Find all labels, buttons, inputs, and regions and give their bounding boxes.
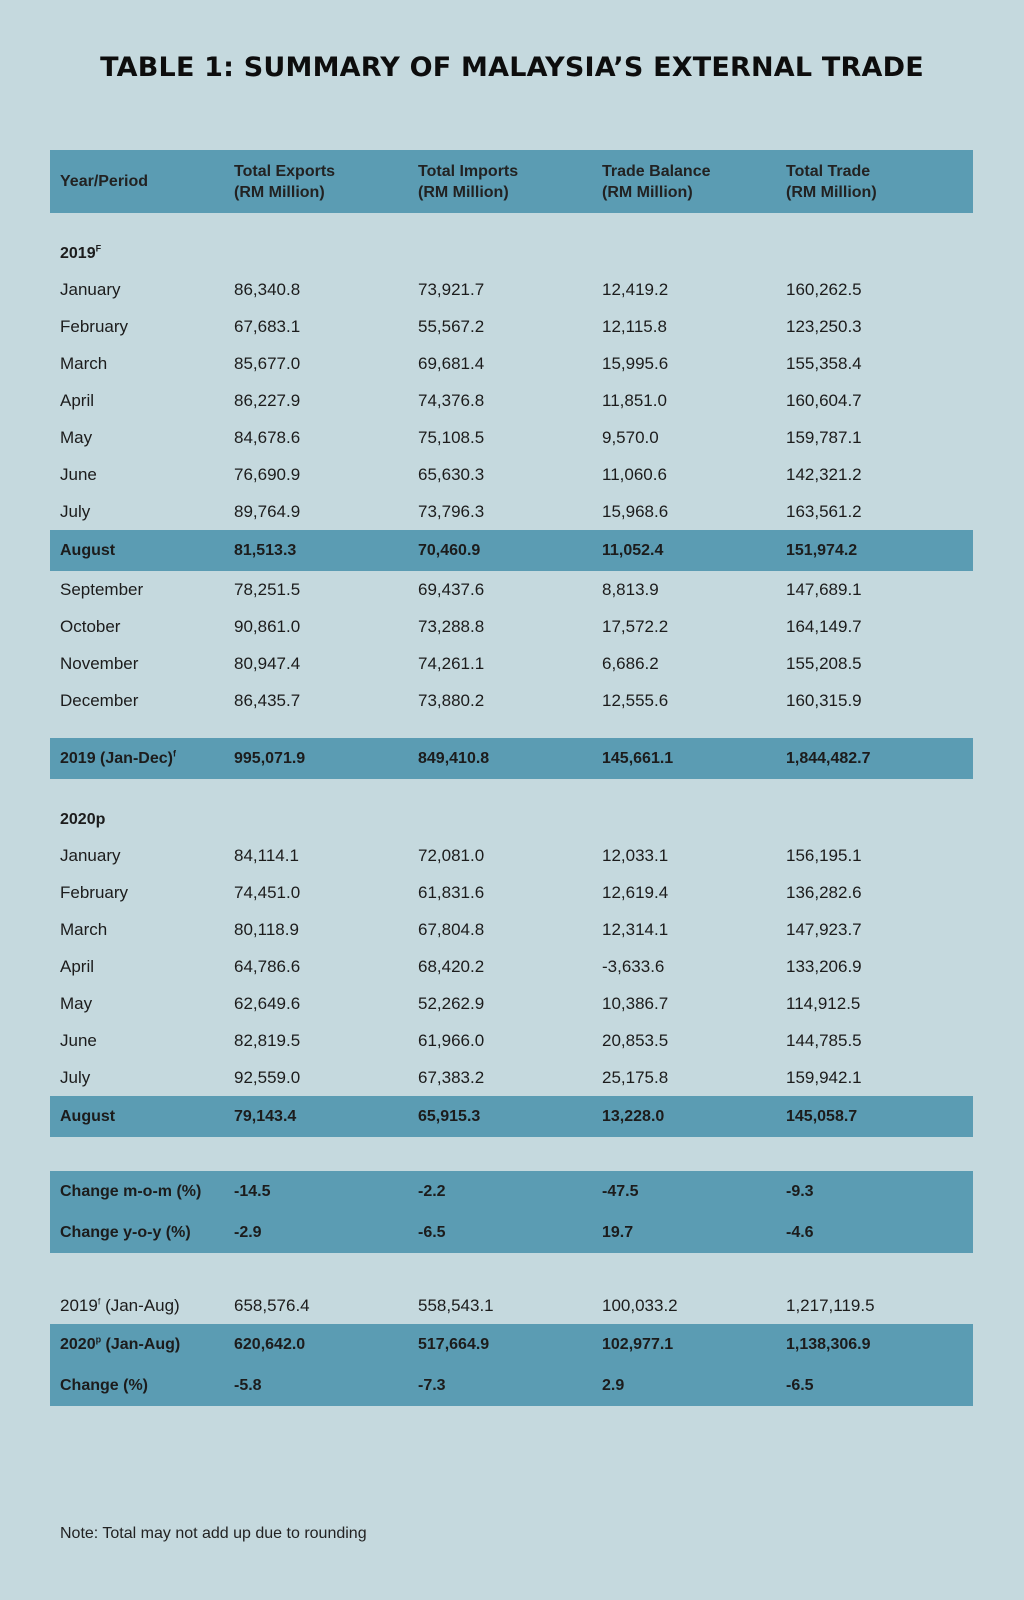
row-value: 159,942.1 (786, 1067, 862, 1087)
row-value: 12,619.4 (602, 882, 669, 902)
row-value: 133,206.9 (786, 956, 862, 976)
row-value: 61,966.0 (418, 1030, 485, 1050)
row-label: November (60, 653, 139, 673)
row-label: July (60, 1067, 91, 1087)
table-row (50, 1059, 973, 1096)
row-value: 73,921.7 (418, 279, 485, 299)
row-value: 25,175.8 (602, 1067, 669, 1087)
change-mom-row: Change m-o-m (%) -14.5 -2.2 -47.5 -9.3 (60, 1182, 814, 1200)
row-value: 86,435.7 (234, 690, 301, 710)
row-label: September (60, 579, 144, 599)
table-row (50, 911, 973, 948)
table-row-highlight (50, 530, 973, 571)
row-label: August (60, 1107, 116, 1125)
row-value: 142,321.2 (786, 464, 862, 484)
row-value: 90,861.0 (234, 616, 301, 636)
row-value: 67,683.1 (234, 316, 301, 336)
row-value: 155,208.5 (786, 653, 862, 673)
row-value: 61,831.6 (418, 882, 485, 902)
table-row (50, 1022, 973, 1059)
table-row-highlight (50, 1096, 973, 1137)
row-value: -3,633.6 (602, 956, 665, 976)
row-value: 72,081.0 (418, 845, 485, 865)
row-value: 160,315.9 (786, 690, 862, 710)
row-value: 86,227.9 (234, 390, 301, 410)
row-value: 64,786.6 (234, 956, 301, 976)
row-value: 74,261.1 (418, 653, 485, 673)
row-value: 163,561.2 (786, 501, 862, 521)
row-label: June (60, 464, 97, 484)
row-label: April (60, 390, 95, 410)
row-value: 79,143.4 (234, 1107, 297, 1125)
row-value: 145,058.7 (786, 1107, 858, 1125)
row-value: 86,340.8 (234, 279, 301, 299)
table-row (50, 271, 973, 308)
page-title: TABLE 1: SUMMARY OF MALAYSIA’S EXTERNAL TRADE (100, 52, 924, 83)
ytd-2019-row: 2019$^f$ (Jan-Aug) 658,576.4 558,543.1 100,033.2 1,217,119.5 (60, 1295, 875, 1315)
row-value: 114,912.5 (786, 993, 861, 1013)
row-value: 12,314.1 (602, 919, 669, 939)
table-row (50, 682, 973, 719)
row-value: 80,118.9 (234, 919, 299, 939)
row-value: 12,033.1 (602, 845, 669, 865)
row-label: May (60, 427, 93, 447)
row-value: 156,195.1 (786, 845, 862, 865)
table-row (50, 837, 973, 874)
row-label: August (60, 541, 116, 559)
row-value: 55,567.2 (418, 316, 485, 336)
ytd-2020-row: 2020$^p$ (Jan-Aug) 620,642.0 517,664.9 102,977.1 1,138,306.9 (60, 1334, 871, 1353)
row-label: December (60, 690, 139, 710)
table-row (50, 308, 973, 345)
change-yoy-row: Change y-o-y (%) -2.9 -6.5 19.7 -4.6 (60, 1223, 814, 1241)
total-2019-row: 2019 $(Jan-Dec)^f$ 995,071.9 849,410.8 145,661.1 1,844,482.7 (50, 738, 973, 779)
table-row (50, 985, 973, 1022)
row-value: 15,968.6 (602, 501, 669, 521)
ytd-change-row: Change (%) -5.8 -7.3 2.9 -6.5 (60, 1376, 814, 1394)
header-trade-balance: Trade Balance (RM Million) (602, 162, 711, 201)
row-value: 15,995.6 (602, 353, 669, 373)
row-value: 84,114.1 (234, 845, 299, 865)
footnote: Note: Total may not add up due to rounding (60, 1525, 367, 1542)
table-row (50, 419, 973, 456)
table-row (50, 571, 973, 608)
table-row (50, 645, 973, 682)
row-value: 151,974.2 (786, 541, 858, 559)
row-value: 12,419.2 (602, 279, 669, 299)
row-value: 92,559.0 (234, 1067, 301, 1087)
row-value: 74,376.8 (418, 390, 485, 410)
row-value: 78,251.5 (234, 579, 301, 599)
row-label: January (60, 279, 121, 299)
row-value: 9,570.0 (602, 427, 659, 447)
rows-2020 (50, 837, 973, 1137)
section-2019-heading: $2019^F$ (60, 243, 102, 262)
row-value: 155,358.4 (786, 353, 862, 373)
row-value: 62,649.6 (234, 993, 301, 1013)
row-value: 73,288.8 (418, 616, 485, 636)
row-label: January (60, 845, 121, 865)
row-value: 11,052.4 (602, 541, 664, 559)
row-value: 147,923.7 (786, 919, 862, 939)
row-value: 160,262.5 (786, 279, 862, 299)
row-value: 70,460.9 (418, 541, 481, 559)
row-value: 67,383.2 (418, 1067, 485, 1087)
section-2020-heading: 2020p (60, 811, 106, 828)
ytd-2020-block (50, 1324, 973, 1406)
row-value: 89,764.9 (234, 501, 301, 521)
row-value: 67,804.8 (418, 919, 485, 939)
table-header (50, 150, 973, 213)
table-row (50, 608, 973, 645)
row-value: 52,262.9 (418, 993, 485, 1013)
row-value: 12,115.8 (602, 316, 667, 336)
row-label: October (60, 616, 121, 636)
table-row (50, 493, 973, 530)
row-value: 81,513.3 (234, 541, 297, 559)
table-row (50, 874, 973, 911)
header-total-exports: Total Exports (RM Million) (234, 162, 336, 201)
row-value: 73,880.2 (418, 690, 485, 710)
row-value: 8,813.9 (602, 579, 659, 599)
row-label: March (60, 919, 108, 939)
row-value: 6,686.2 (602, 653, 659, 673)
row-value: 65,630.3 (418, 464, 485, 484)
row-value: 10,386.7 (602, 993, 669, 1013)
row-value: 144,785.5 (786, 1030, 862, 1050)
row-value: 160,604.7 (786, 390, 862, 410)
row-value: 80,947.4 (234, 653, 301, 673)
table-row (50, 382, 973, 419)
row-value: 68,420.2 (418, 956, 485, 976)
row-value: 13,228.0 (602, 1107, 665, 1125)
row-value: 73,796.3 (418, 501, 485, 521)
row-label: March (60, 353, 108, 373)
row-value: 20,853.5 (602, 1030, 669, 1050)
row-label: April (60, 956, 95, 976)
row-value: 75,108.5 (418, 427, 485, 447)
changes-block (50, 1171, 973, 1253)
row-value: 164,149.7 (786, 616, 862, 636)
table-row (50, 948, 973, 985)
row-value: 84,678.6 (234, 427, 301, 447)
row-value: 147,689.1 (786, 579, 862, 599)
row-value: 82,819.5 (234, 1030, 301, 1050)
row-value: 123,250.3 (786, 316, 862, 336)
header-total-imports: Total Imports (RM Million) (418, 162, 519, 201)
trade-table (50, 150, 973, 1406)
rows-2019 (50, 271, 973, 719)
header-year-period: Year/Period (60, 173, 149, 190)
row-label: July (60, 501, 91, 521)
row-label: May (60, 993, 93, 1013)
row-value: 76,690.9 (234, 464, 301, 484)
row-label: February (60, 316, 129, 336)
row-value: 136,282.6 (786, 882, 862, 902)
row-value: 74,451.0 (234, 882, 301, 902)
row-value: 12,555.6 (602, 690, 669, 710)
table-row (50, 456, 973, 493)
row-value: 11,851.0 (602, 390, 667, 410)
row-value: 159,787.1 (786, 427, 862, 447)
row-label: February (60, 882, 129, 902)
row-value: 11,060.6 (602, 464, 667, 484)
row-value: 69,681.4 (418, 353, 485, 373)
table-row (50, 345, 973, 382)
row-value: 65,915.3 (418, 1107, 481, 1125)
row-value: 85,677.0 (234, 353, 301, 373)
row-value: 69,437.6 (418, 579, 485, 599)
row-value: 17,572.2 (602, 616, 669, 636)
row-label: June (60, 1030, 97, 1050)
header-total-trade: Total Trade (RM Million) (786, 162, 877, 201)
